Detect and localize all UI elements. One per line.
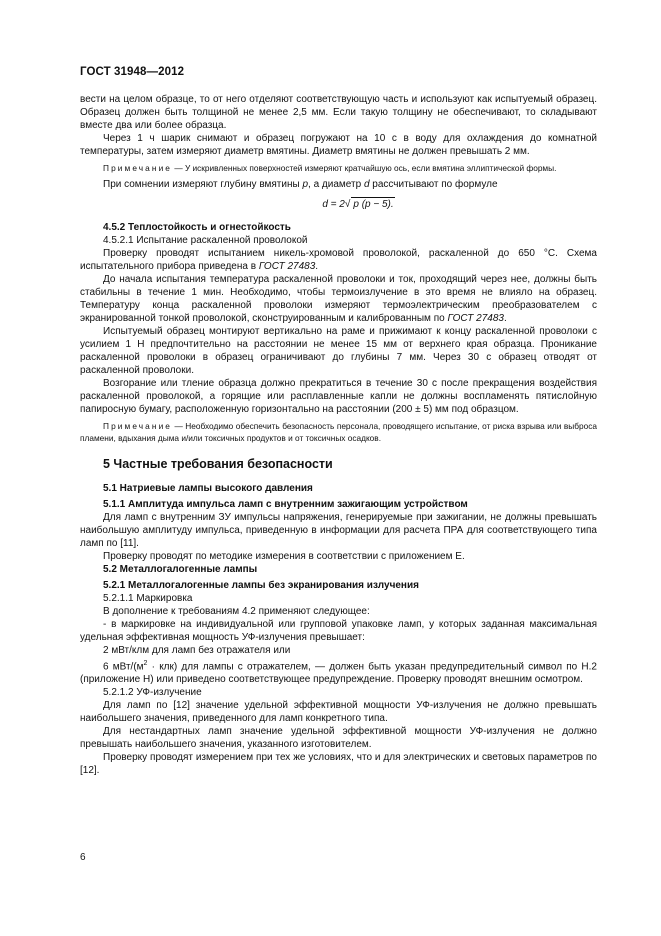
note — [80, 162, 597, 174]
text-run: . — [503, 313, 507, 324]
page-body — [80, 93, 597, 777]
text-run: 6 мВт/(м — [103, 661, 144, 673]
subsection-heading: 5.1.1 Амплитуда импульса ламп с внутренним зажигающим устройством — [103, 499, 468, 510]
note — [80, 420, 597, 444]
subsection-heading: 5.2 Металлогалогенные лампы — [103, 564, 258, 575]
formula-radicand: p (p − 5). — [353, 199, 394, 210]
formula — [80, 197, 597, 211]
text-run: , а диаметр — [308, 179, 364, 190]
subsection-heading: 5.2.1.2 УФ-излучение — [103, 687, 202, 699]
paragraph — [80, 247, 597, 273]
subsection-heading: 4.5.2.1 Испытание раскаленной проволокой — [103, 235, 308, 246]
subsection-heading: 5.2.1.1 Маркировка — [103, 593, 193, 604]
paragraph: вести на целом образце, то от него отделяют соответствующую часть и используют как испытуемый образец. Образец должен быть толщиной не менее 2,5 мм. Если такую толщину не обеспечивают, то складывают вместе два или более образца. — [80, 94, 597, 131]
note-label: Примечание — [103, 163, 173, 173]
paragraph: Испытуемый образец монтируют вертикально на раме и прижимают к концу раскаленной проволоки с усилием 1 Н предпочтительно на расстоянии не менее 15 мм от верхнего края образца. Проникание раскаленной проволоки в образец ограничивают до глубины 7 мм. Через 30 с образец отводят от раскаленной проволоки. — [80, 326, 597, 376]
sqrt-icon: √ — [344, 199, 351, 210]
paragraph: Проверку проводят по методике измерения в соответствии с приложением Е. — [103, 551, 465, 562]
paragraph: Возгорание или тление образца должно прекратиться в течение 30 с после прекращения воздействия раскаленной проволокой, а горящие или расплавленные капли не должны воспламенять пятислойную папиросную бумагу, расположенную горизонтально на расстоянии (200 ± 5) мм под образцом. — [80, 378, 597, 415]
subsection-heading: 5.1 Натриевые лампы высокого давления — [103, 483, 313, 494]
standard-reference: ГОСТ 27483 — [258, 261, 316, 272]
paragraph: В дополнение к требованиям 4.2 применяют следующее: — [103, 606, 370, 617]
paragraph — [80, 273, 597, 325]
paragraph: Для ламп с внутренним ЗУ импульсы напряжения, генерируемые при зажигании, не должны превышать наибольшую амплитуду импульса, приведенную в информации для расчета ПРА для соответствующего типа ламп по [11]. — [80, 512, 597, 549]
note-text: — У искривленных поверхностей измеряют кратчайшую ось, если вмятина эллиптической формы. — [172, 163, 557, 173]
paragraph: Для нестандартных ламп значение удельной эффективной мощности УФ-излучения не должно превышать наибольшего значения, указанного изготовителем. — [80, 726, 597, 751]
note-label: Примечание — [103, 421, 173, 431]
text-run: · клк) для лампы с отражателем, — должен быть указан предупредительный символ по Н.2 (приложение Н) или приведено соответствующее предупреждение. Проверку проводят внешним осмотром. — [80, 661, 597, 686]
list-item: - в маркировке на индивидуальной или групповой упаковке ламп, у которых заданная максимальная удельная эффективная мощность УФ-излучения превышает: — [80, 619, 597, 643]
standard-reference: ГОСТ 27483 — [447, 313, 504, 324]
note-text: — Необходимо обеспечить безопасность персонала, проводящего испытание, от риска взрыва или выброса пламени, вдыхания дыма и/или токсичных продуктов и от токсичных осадков. — [80, 421, 597, 443]
list-item — [80, 657, 597, 686]
page-number: 6 — [80, 852, 86, 863]
variable: p — [302, 179, 309, 190]
subsection-heading: 4.5.2 Теплостойкость и огнестойкость — [103, 222, 291, 233]
section-heading: 5 Частные требования безопасности — [103, 457, 333, 471]
text-run: . — [315, 261, 319, 272]
paragraph: Для ламп по [12] значение удельной эффективной мощности УФ-излучения не должно превышать наибольшего значения, приведенного для ламп конкретного типа. — [80, 700, 597, 725]
subsection-heading: 5.2.1 Металлогалогенные лампы без экранирования излучения — [103, 580, 419, 591]
text-run: При сомнении измеряют глубину вмятины — [103, 179, 303, 190]
text-run: До начала испытания температура раскаленной проволоки и ток, проходящий через нее, должны быть стабильны в течение 1 мин. Необходимо, чтобы термоизлучение в это время не влияло на образец. Температуру конца раскаленной проволоки измеряют термоэлектрическим преобразователем с экранированной тонкой проволокой, сконструированным и калиброванным по — [80, 274, 597, 324]
paragraph: Проверку проводят измерением при тех же условиях, что и для электрических и световых параметров по [12]. — [80, 752, 597, 777]
formula-lhs: d = 2 — [322, 199, 345, 210]
list-item: 2 мВт/клм для ламп без отражателя или — [103, 645, 291, 656]
paragraph: Через 1 ч шарик снимают и образец погружают на 10 с в воду для охлаждения до комнатной температуры, затем измеряют диаметр вмятины. Диаметр вмятины не должен превышать 2 мм. — [80, 133, 597, 157]
superscript: 2 — [143, 660, 148, 667]
document-header: ГОСТ 31948—2012 — [80, 66, 185, 78]
text-run: Проверку проводят испытанием никель-хромовой проволокой, раскаленной до 650 °С. Схема испытательного прибора приведена в — [80, 248, 597, 272]
variable: d — [363, 179, 370, 190]
text-run: рассчитывают по формуле — [369, 179, 498, 190]
paragraph — [80, 178, 597, 191]
